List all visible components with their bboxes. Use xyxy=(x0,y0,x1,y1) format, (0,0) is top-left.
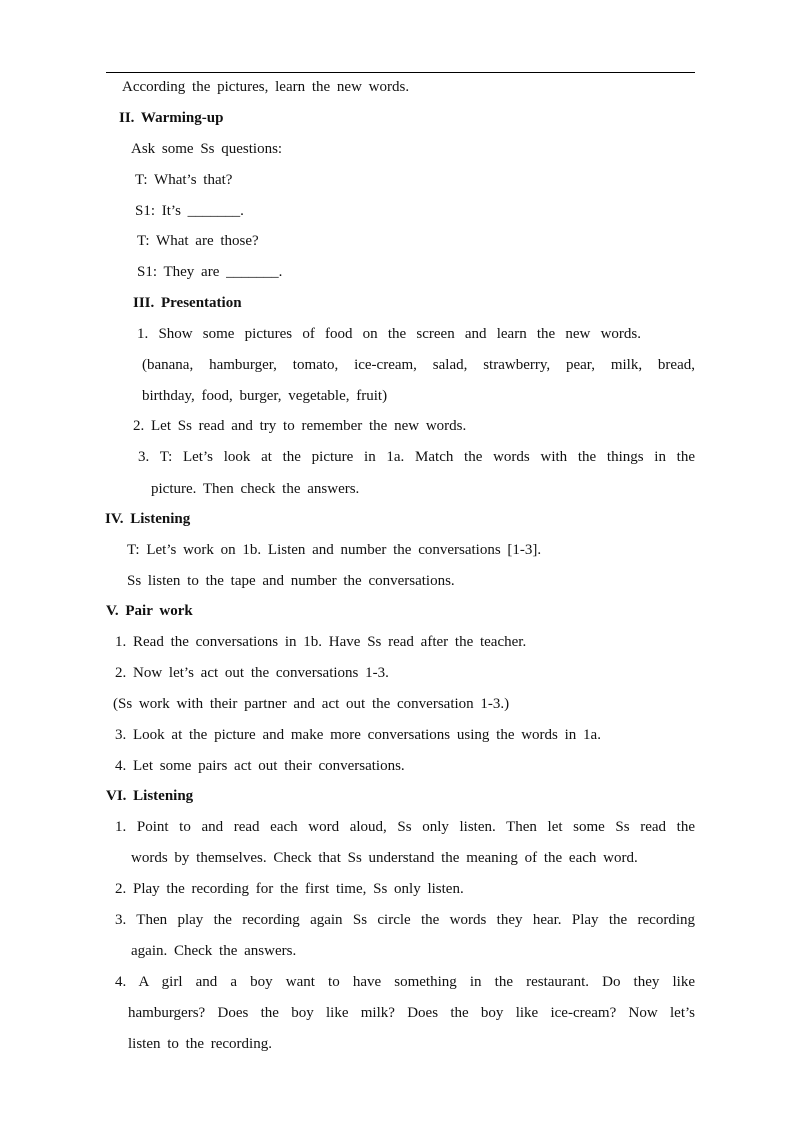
text-line: Ask some Ss questions: xyxy=(131,141,283,157)
text-line: 2. Now let’s act out the conversations 1-3. xyxy=(115,665,389,681)
text-line: picture. Then check the answers. xyxy=(151,481,360,497)
text-line: S1: It’s _______. xyxy=(135,203,244,219)
section-heading-pair-work: V. Pair work xyxy=(106,603,193,619)
text-line: again. Check the answers. xyxy=(131,943,297,959)
text-line: listen to the recording. xyxy=(128,1036,272,1052)
text-line: 1. Show some pictures of food on the screen and learn the new words. xyxy=(137,326,641,342)
text-line: 1. Read the conversations in 1b. Have Ss read after the teacher. xyxy=(115,634,527,650)
section-heading-presentation: III. Presentation xyxy=(133,295,242,311)
text-line: words by themselves. Check that Ss understand the meaning of the each word. xyxy=(131,850,638,866)
header-rule xyxy=(106,72,695,73)
text-line: hamburgers? Does the boy like milk? Does the boy like ice-cream? Now let’s xyxy=(128,1005,695,1021)
text-line: birthday, food, burger, vegetable, fruit) xyxy=(142,388,388,404)
text-line: 3. Then play the recording again Ss circle the words they hear. Play the recording xyxy=(115,912,695,928)
text-line: Ss listen to the tape and number the conversations. xyxy=(127,573,455,589)
section-heading-listening: IV. Listening xyxy=(105,511,191,527)
text-line: 4. A girl and a boy want to have something in the restaurant. Do they like xyxy=(115,974,695,990)
text-line: T: What are those? xyxy=(137,233,259,249)
text-line: 2. Play the recording for the first time, Ss only listen. xyxy=(115,881,464,897)
section-heading-listening-2: VI. Listening xyxy=(106,788,194,804)
text-line: 1. Point to and read each word aloud, Ss only listen. Then let some Ss read the xyxy=(115,819,695,835)
intro-line: According the pictures, learn the new words. xyxy=(122,79,410,95)
text-line: 4. Let some pairs act out their conversations. xyxy=(115,758,405,774)
text-line: 2. Let Ss read and try to remember the new words. xyxy=(133,418,467,434)
text-line: (Ss work with their partner and act out the conversation 1-3.) xyxy=(113,696,510,712)
text-line: T: Let’s work on 1b. Listen and number the conversations [1-3]. xyxy=(127,542,542,558)
text-line: (banana, hamburger, tomato, ice-cream, salad, strawberry, pear, milk, bread, xyxy=(142,357,695,373)
text-line: 3. T: Let’s look at the picture in 1a. Match the words with the things in the xyxy=(138,449,695,465)
text-line: T: What’s that? xyxy=(135,172,233,188)
text-line: 3. Look at the picture and make more conversations using the words in 1a. xyxy=(115,727,601,743)
text-line: S1: They are _______. xyxy=(137,264,283,280)
section-heading-warming-up: II. Warming-up xyxy=(119,110,224,126)
